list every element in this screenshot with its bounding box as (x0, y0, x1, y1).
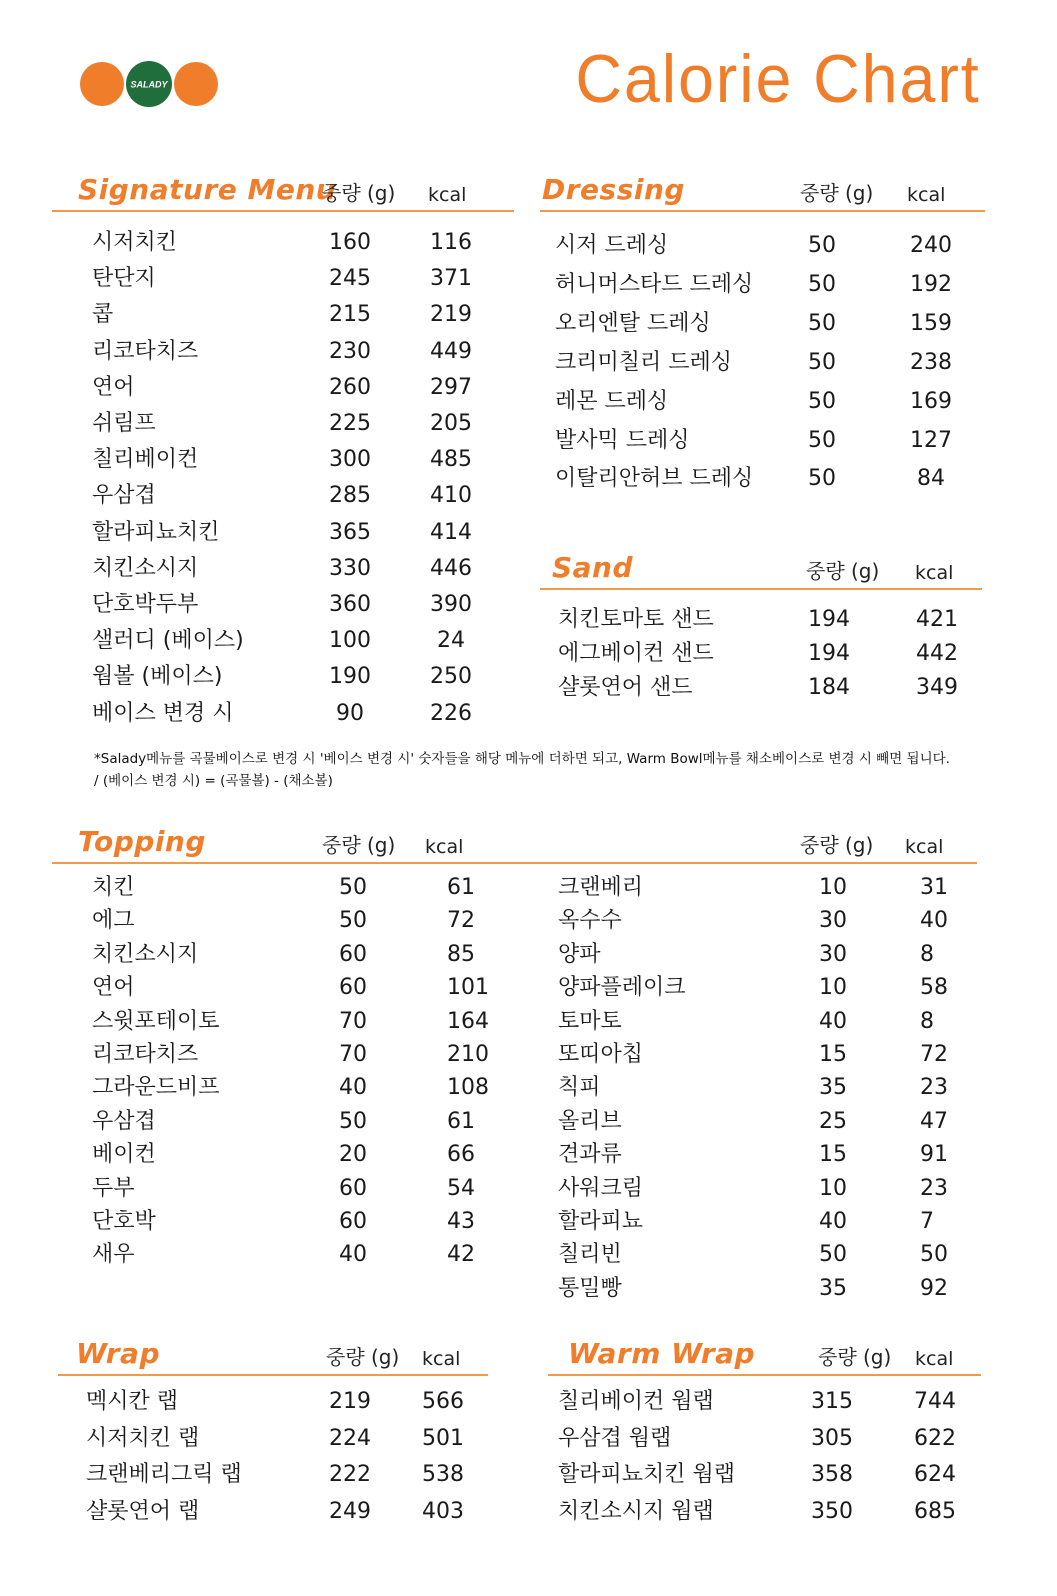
item-kcal: 414 (430, 519, 472, 545)
warm-wrap-weight-header: 중량 (g) (818, 1345, 892, 1369)
item-name: 단호박 (92, 1209, 156, 1234)
item-weight: 50 (339, 908, 367, 934)
item-name: 에그 (92, 908, 135, 934)
item-name: 칠리베이컨 (92, 447, 199, 473)
item-kcal: 240 (910, 233, 952, 258)
logo-text: SALADY (130, 79, 168, 90)
table-row (0, 607, 1000, 641)
table-row (0, 1209, 1000, 1242)
item-kcal: 85 (447, 941, 475, 967)
item-name: 치킨소시지 웜랩 (558, 1498, 714, 1524)
item-kcal: 43 (447, 1209, 475, 1234)
item-kcal: 403 (422, 1498, 464, 1524)
item-kcal: 238 (910, 349, 952, 375)
table-row (0, 1009, 1000, 1042)
signature-weight-header: 중량 (g) (322, 181, 396, 205)
item-kcal: 66 (447, 1142, 475, 1168)
item-name: 단호박두부 (92, 592, 199, 617)
item-kcal: 446 (430, 555, 472, 581)
table-row (0, 311, 1000, 350)
item-name: 샬롯연어 샌드 (558, 675, 693, 700)
item-kcal: 8 (920, 1008, 934, 1034)
item-kcal: 192 (910, 271, 952, 297)
item-name: 치킨 (92, 875, 135, 900)
base-change-note (94, 748, 950, 792)
item-kcal: 72 (920, 1042, 948, 1067)
item-weight: 50 (808, 271, 836, 297)
item-name: 콥 (92, 302, 114, 328)
item-weight: 215 (329, 302, 371, 328)
table-row (0, 875, 1000, 908)
item-name: 칠리베이컨 웜랩 (558, 1389, 714, 1414)
item-weight: 70 (339, 1008, 367, 1034)
table-row (0, 1109, 1000, 1142)
dressing-divider (540, 210, 985, 212)
item-kcal: 127 (910, 427, 952, 453)
item-name: 옥수수 (558, 908, 622, 934)
item-kcal: 159 (910, 310, 952, 336)
topping-right-kcal-header: kcal (905, 836, 944, 858)
item-weight: 60 (339, 941, 367, 967)
item-kcal: 50 (920, 1242, 948, 1268)
topping-kcal-header: kcal (425, 836, 464, 858)
item-weight: 219 (329, 1389, 371, 1414)
item-kcal: 538 (422, 1462, 464, 1487)
item-kcal: 108 (447, 1075, 489, 1101)
sand-divider (540, 588, 982, 590)
item-weight: 60 (339, 1175, 367, 1201)
item-kcal: 84 (917, 466, 945, 492)
item-kcal: 566 (422, 1389, 464, 1414)
item-name: 이탈리안허브 드레싱 (555, 466, 754, 492)
item-weight: 330 (329, 555, 371, 581)
item-name: 스윗포테이토 (92, 1008, 220, 1034)
item-kcal: 205 (430, 411, 472, 436)
item-name: 발사믹 드레싱 (555, 427, 690, 453)
item-name: 샬롯연어 랩 (86, 1498, 200, 1524)
item-name: 멕시칸 랩 (86, 1389, 179, 1414)
dressing-header (540, 172, 985, 212)
dressing-kcal-header: kcal (907, 184, 946, 206)
item-kcal: 744 (914, 1389, 956, 1414)
item-name: 오리엔탈 드레싱 (555, 310, 711, 336)
signature-header (52, 172, 514, 212)
warm-wrap-title: Warm Wrap (568, 1337, 756, 1370)
item-kcal: 40 (920, 908, 948, 934)
item-kcal: 47 (920, 1108, 948, 1134)
item-name: 양파 (558, 941, 601, 967)
sand-header (540, 550, 982, 590)
item-name: 치킨토마토 샌드 (558, 607, 714, 632)
item-weight: 15 (819, 1042, 847, 1067)
item-name: 토마토 (558, 1008, 622, 1034)
item-weight: 25 (819, 1108, 847, 1134)
item-weight: 90 (336, 700, 364, 726)
table-row (0, 428, 1000, 467)
table-row (0, 1499, 1000, 1536)
item-name: 또띠아칩 (558, 1042, 644, 1067)
item-name: 탄단지 (92, 266, 156, 292)
item-kcal: 164 (447, 1008, 489, 1034)
item-weight: 10 (819, 875, 847, 900)
item-name: 새우 (92, 1242, 135, 1268)
item-kcal: 58 (920, 975, 948, 1001)
item-weight: 70 (339, 1042, 367, 1067)
item-name: 통밀빵 (558, 1275, 622, 1301)
topping-divider (52, 862, 977, 864)
item-name: 레몬 드레싱 (555, 388, 669, 414)
item-name: 칙피 (558, 1075, 601, 1101)
item-weight: 15 (819, 1142, 847, 1168)
item-name: 허니머스타드 드레싱 (555, 271, 754, 297)
item-weight: 305 (811, 1425, 853, 1451)
table-row (0, 675, 1000, 709)
item-name: 그라운드비프 (92, 1075, 220, 1101)
dressing-weight-header: 중량 (g) (800, 181, 874, 205)
item-kcal: 210 (447, 1042, 489, 1067)
item-kcal: 24 (437, 628, 465, 654)
item-weight: 50 (808, 233, 836, 258)
item-kcal: 42 (447, 1242, 475, 1268)
item-kcal: 685 (914, 1498, 956, 1524)
logo-right-circle (174, 62, 218, 106)
item-name: 견과류 (558, 1142, 622, 1168)
item-name: 쉬림프 (92, 411, 156, 436)
item-weight: 194 (808, 607, 850, 632)
item-weight: 358 (811, 1462, 853, 1487)
item-kcal: 61 (447, 1108, 475, 1134)
item-kcal: 410 (430, 483, 472, 509)
item-weight: 30 (819, 908, 847, 934)
item-kcal: 169 (910, 388, 952, 414)
note-line-1: *Salady메뉴를 곡물베이스로 변경 시 '베이스 변경 시' 숫자들을 해당 메뉴에 더하면 되고, Warm Bowl메뉴를 채소베이스로 변경 시 빼면 됩니다. (94, 751, 950, 767)
item-name: 시저 드레싱 (555, 233, 669, 258)
topping-title: Topping (78, 825, 206, 858)
table-row (0, 556, 520, 592)
item-name: 웜볼 (베이스) (92, 664, 223, 690)
item-name: 베이컨 (92, 1142, 156, 1168)
item-weight: 10 (819, 1175, 847, 1201)
item-kcal: 23 (920, 1075, 948, 1101)
signature-title: Signature Menu (78, 173, 337, 206)
item-kcal: 449 (430, 338, 472, 364)
item-name: 베이스 변경 시 (92, 700, 234, 726)
item-weight: 315 (811, 1389, 853, 1414)
signature-divider (52, 210, 514, 212)
item-name: 칠리빈 (558, 1242, 622, 1268)
item-kcal: 421 (916, 607, 958, 632)
page-title: Calorie Chart (575, 41, 981, 117)
item-kcal: 250 (430, 664, 472, 690)
table-row (0, 1242, 1000, 1275)
item-kcal: 91 (920, 1142, 948, 1168)
wrap-header (58, 1336, 488, 1376)
item-weight: 40 (819, 1209, 847, 1234)
item-kcal: 219 (430, 302, 472, 328)
table-row (0, 1426, 1000, 1463)
wrap-weight-header: 중량 (g) (326, 1345, 400, 1369)
table-row (0, 233, 1000, 272)
warm-wrap-kcal-header: kcal (915, 1348, 954, 1370)
table-row (0, 272, 1000, 311)
dressing-title: Dressing (542, 173, 685, 206)
item-name: 치킨소시지 (92, 555, 199, 581)
item-weight: 365 (329, 519, 371, 545)
item-name: 리코타치즈 (92, 1042, 199, 1067)
item-weight: 50 (339, 875, 367, 900)
item-name: 크랜베리 (558, 875, 644, 900)
item-name: 양파플레이크 (558, 975, 686, 1001)
item-weight: 184 (808, 675, 850, 700)
item-kcal: 390 (430, 592, 472, 617)
item-kcal: 101 (447, 975, 489, 1001)
item-name: 할라피뇨치킨 (92, 519, 220, 545)
item-name: 할라피뇨 (558, 1209, 644, 1234)
item-kcal: 92 (920, 1275, 948, 1301)
item-weight: 20 (339, 1142, 367, 1168)
item-weight: 50 (808, 427, 836, 453)
table-row (0, 350, 1000, 389)
item-name: 리코타치즈 (92, 338, 199, 364)
item-kcal: 61 (447, 875, 475, 900)
item-name: 할라피뇨치킨 웜랩 (558, 1462, 736, 1487)
logo-left-circle (80, 62, 124, 106)
item-weight: 30 (819, 941, 847, 967)
item-weight: 50 (808, 310, 836, 336)
wrap-divider (58, 1374, 488, 1376)
table-row (0, 520, 520, 556)
item-name: 샐러디 (베이스) (92, 628, 244, 654)
item-weight: 35 (819, 1275, 847, 1301)
item-kcal: 485 (430, 447, 472, 473)
table-row (0, 942, 1000, 975)
item-name: 사워크림 (558, 1175, 644, 1201)
item-weight: 60 (339, 975, 367, 1001)
item-weight: 50 (339, 1108, 367, 1134)
item-weight: 225 (329, 411, 371, 436)
signature-kcal-header: kcal (428, 184, 467, 206)
table-row (0, 389, 1000, 428)
item-kcal: 371 (430, 266, 472, 292)
sand-title: Sand (552, 551, 634, 584)
item-name: 올리브 (558, 1108, 622, 1134)
item-weight: 50 (808, 349, 836, 375)
wrap-title: Wrap (76, 1337, 160, 1370)
sand-kcal-header: kcal (915, 562, 954, 584)
note-line-2: / (베이스 변경 시) = (곡물볼) - (채소볼) (94, 773, 333, 789)
item-weight: 249 (329, 1498, 371, 1524)
item-kcal: 226 (430, 700, 472, 726)
item-kcal: 23 (920, 1175, 948, 1201)
item-kcal: 7 (920, 1209, 934, 1234)
item-kcal: 349 (916, 675, 958, 700)
item-kcal: 8 (920, 941, 934, 967)
table-row (0, 1176, 1000, 1209)
item-kcal: 54 (447, 1175, 475, 1201)
topping-right-weight-header: 중량 (g) (800, 833, 874, 857)
item-weight: 190 (329, 664, 371, 690)
item-weight: 50 (819, 1242, 847, 1268)
item-kcal: 72 (447, 908, 475, 934)
table-row (0, 641, 1000, 675)
item-weight: 222 (329, 1462, 371, 1487)
item-kcal: 297 (430, 374, 472, 400)
item-weight: 285 (329, 483, 371, 509)
item-name: 연어 (92, 975, 135, 1001)
table-row (0, 1042, 1000, 1075)
item-weight: 40 (339, 1242, 367, 1268)
item-weight: 40 (339, 1075, 367, 1101)
table-row (0, 908, 1000, 941)
topping-header (52, 824, 977, 864)
item-weight: 100 (329, 628, 371, 654)
item-weight: 50 (808, 388, 836, 414)
item-weight: 360 (329, 592, 371, 617)
item-weight: 245 (329, 266, 371, 292)
item-weight: 230 (329, 338, 371, 364)
wrap-kcal-header: kcal (422, 1348, 461, 1370)
item-kcal: 624 (914, 1462, 956, 1487)
item-weight: 10 (819, 975, 847, 1001)
item-name: 우삼겹 (92, 1108, 156, 1134)
item-kcal: 501 (422, 1425, 464, 1451)
item-weight: 40 (819, 1008, 847, 1034)
table-row (0, 1389, 1000, 1426)
item-name: 두부 (92, 1175, 135, 1201)
item-name: 크리미칠리 드레싱 (555, 349, 733, 375)
item-name: 우삼겹 (92, 483, 156, 509)
item-weight: 35 (819, 1075, 847, 1101)
sand-weight-header: 중량 (g) (806, 559, 880, 583)
table-row (0, 466, 1000, 505)
topping-weight-header: 중량 (g) (322, 833, 396, 857)
item-name: 에그베이컨 샌드 (558, 641, 714, 666)
warm-wrap-header (548, 1336, 981, 1376)
warm-wrap-divider (548, 1374, 981, 1376)
item-name: 시저치킨 랩 (86, 1425, 200, 1451)
item-kcal: 31 (920, 875, 948, 900)
item-kcal: 442 (916, 641, 958, 666)
item-kcal: 116 (430, 230, 472, 255)
salady-logo (78, 60, 220, 108)
item-name: 우삼겹 웜랩 (558, 1425, 672, 1451)
item-weight: 300 (329, 447, 371, 473)
item-kcal: 622 (914, 1425, 956, 1451)
item-weight: 350 (811, 1498, 853, 1524)
item-weight: 224 (329, 1425, 371, 1451)
item-weight: 50 (808, 466, 836, 492)
table-row (0, 1075, 1000, 1108)
item-weight: 260 (329, 374, 371, 400)
table-row (0, 1142, 1000, 1175)
item-name: 시저치킨 (92, 230, 178, 255)
table-row (0, 1462, 1000, 1499)
item-name: 연어 (92, 374, 135, 400)
item-name: 크랜베리그릭 랩 (86, 1462, 242, 1487)
item-weight: 194 (808, 641, 850, 666)
item-weight: 60 (339, 1209, 367, 1234)
table-row (0, 975, 1000, 1008)
item-name: 치킨소시지 (92, 941, 199, 967)
item-weight: 160 (329, 230, 371, 255)
table-row (0, 1276, 1000, 1309)
